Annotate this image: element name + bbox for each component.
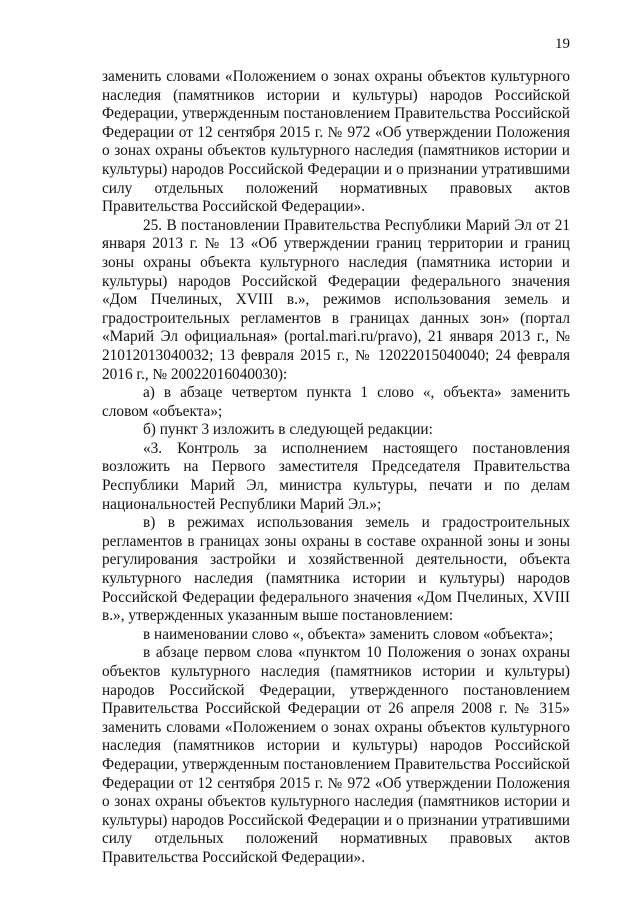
paragraph-subitem-v: в) в режимах использования земель и градостроительных регламентов в границах зоны охраны в составе охранной зоны и зоны регулирования застройки и хозяйственной деятельности, объекта культурного наследия (памятника истории и культуры) народов Российской Федерации федерального значения «Дом Пчелиных, XVIII в.», утвержденных указанным выше постановлением: xyxy=(102,514,570,625)
paragraph-subitem-a: а) в абзаце четвертом пункта 1 слово «, объекта» заменить словом «объекта»; xyxy=(102,384,570,420)
paragraph-continuation: заменить словами «Положением о зонах охраны объектов культурного наследия (памятников истории и культуры) народов Российской Федерации, утвержденным постановлением Правительства Российской Федерации от 12 сентября 2015 г. № 972 «Об утверждении Положения о зонах охраны объектов культурного наследия (памятников истории и культуры) народов Российской Федерации и о признании утратившими силу отдельных положений нормативных правовых актов Правительства Российской Федерации». xyxy=(102,68,570,216)
page-number: 19 xyxy=(555,36,570,52)
document-body xyxy=(102,68,570,868)
paragraph-title-change: в наименовании слово «, объекта» заменить словом «объекта»; xyxy=(143,625,554,643)
paragraph-item-25: 25. В постановлении Правительства Республики Марий Эл от 21 января 2013 г. № 13 «Об утверждении границ территории и границ зоны охраны объекта культурного наследия (памятника истории и культуры) народов Российской Федерации федерального значения «Дом Пчелиных, XVIII в.», режимов использования земель и градостроительных регламентов в границах данных зон» (портал «Марий Эл официальная» (portal.mari.ru/pravo), 21 января 2013 г., № 21012013040032; 13 февраля 2015 г., № 12022015040040; 24 февраля 2016 г., № 20022016040030): xyxy=(102,216,570,383)
paragraph-point-3: «3. Контроль за исполнением настоящего постановления возложить на Первого заместителя Председателя Правительства Республики Марий Эл, министра культуры, печати и по делам национальностей Республики Марий Эл.»; xyxy=(102,439,570,513)
paragraph-first-abzac-change: в абзаце первом слова «пунктом 10 Положения о зонах охраны объектов культурного наследия (памятников истории и культуры) народов Российской Федерации, утвержденного постановлением Правительства Российской Федерации от 26 апреля 2008 г. № 315» заменить словами «Положением о зонах охраны объектов культурного наследия (памятников истории и культуры) народов Российской Федерации, утвержденным постановлением Правительства Российской Федерации от 12 сентября 2015 г. № 972 «Об утверждении Положения о зонах охраны объектов культурного наследия (памятников истории и культуры) народов Российской Федерации и о признании утратившими силу отдельных положений нормативных правовых актов Правительства Российской Федерации». xyxy=(102,644,570,866)
paragraph-subitem-b: б) пункт 3 изложить в следующей редакции: xyxy=(143,421,433,439)
